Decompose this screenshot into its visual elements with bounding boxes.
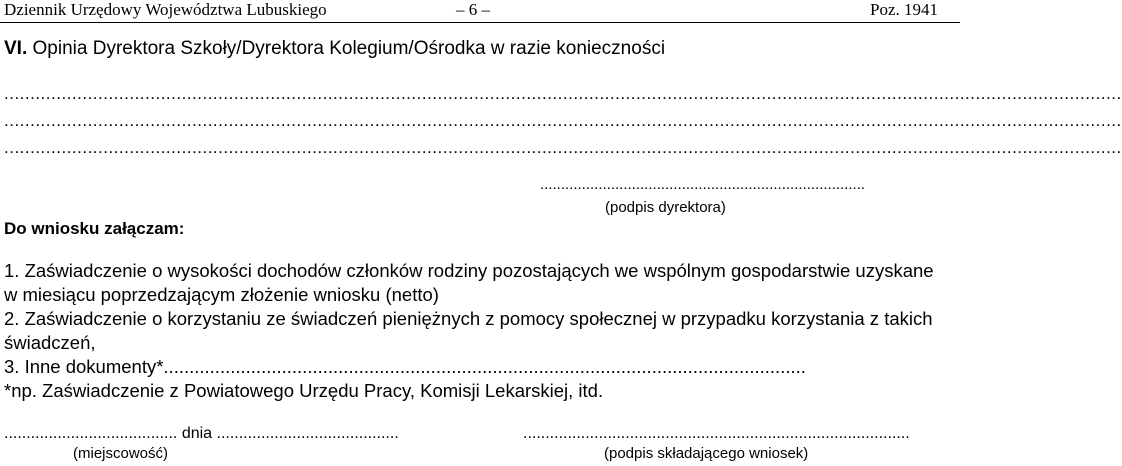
section-number: VI. <box>4 38 28 59</box>
place-date-line: ....................................... dnia ......................................... <box>4 425 399 442</box>
attachment-item-3: 3. Inne dokumenty*............................................................................................................................. <box>4 356 806 377</box>
attachment-item-2-line-1: 2. Zaświadczenie o korzystaniu ze świadczeń pieniężnych z pomocy społecznej w przypadku korzystania z takich <box>4 308 933 329</box>
page-header <box>0 0 960 22</box>
section-title-text: Opinia Dyrektora Szkoły/Dyrektora Kolegium/Ośrodka w razie konieczności <box>32 38 666 59</box>
header-divider <box>0 22 960 23</box>
place-label: (miejscowość) <box>73 445 169 462</box>
header-publication-title: Dziennik Urzędowy Województwa Lubuskiego <box>4 0 327 19</box>
attachments-footnote: *np. Zaświadczenie z Powiatowego Urzędu Pracy, Komisji Lekarskiej, itd. <box>4 380 604 401</box>
section-title <box>4 38 665 60</box>
header-page-number: – 6 – <box>456 0 490 19</box>
dotted-line-3: ...................................................................................................................................................................................................................... <box>4 138 1122 157</box>
director-signature-label: (podpis dyrektora) <box>605 199 726 216</box>
attachment-item-1-line-2: w miesiącu poprzedzającym złożenie wniosku (netto) <box>4 284 439 305</box>
header-position: Poz. 1941 <box>870 0 938 19</box>
director-signature-line: .............................................................................. <box>540 176 866 193</box>
attachment-item-1-line-1: 1. Zaświadczenie o wysokości dochodów członków rodziny pozostających we wspólnym gospodarstwie uzyskane <box>4 260 934 281</box>
dotted-line-1: ...................................................................................................................................................................................................................... <box>4 84 1122 103</box>
applicant-signature-line: ....................................................................................... <box>523 425 910 442</box>
attachments-heading: Do wniosku załączam: <box>4 219 185 238</box>
applicant-signature-label: (podpis składającego wniosek) <box>604 445 809 462</box>
dotted-line-2: ...................................................................................................................................................................................................................... <box>4 111 1122 130</box>
attachment-item-2-line-2: świadczeń, <box>4 332 96 353</box>
